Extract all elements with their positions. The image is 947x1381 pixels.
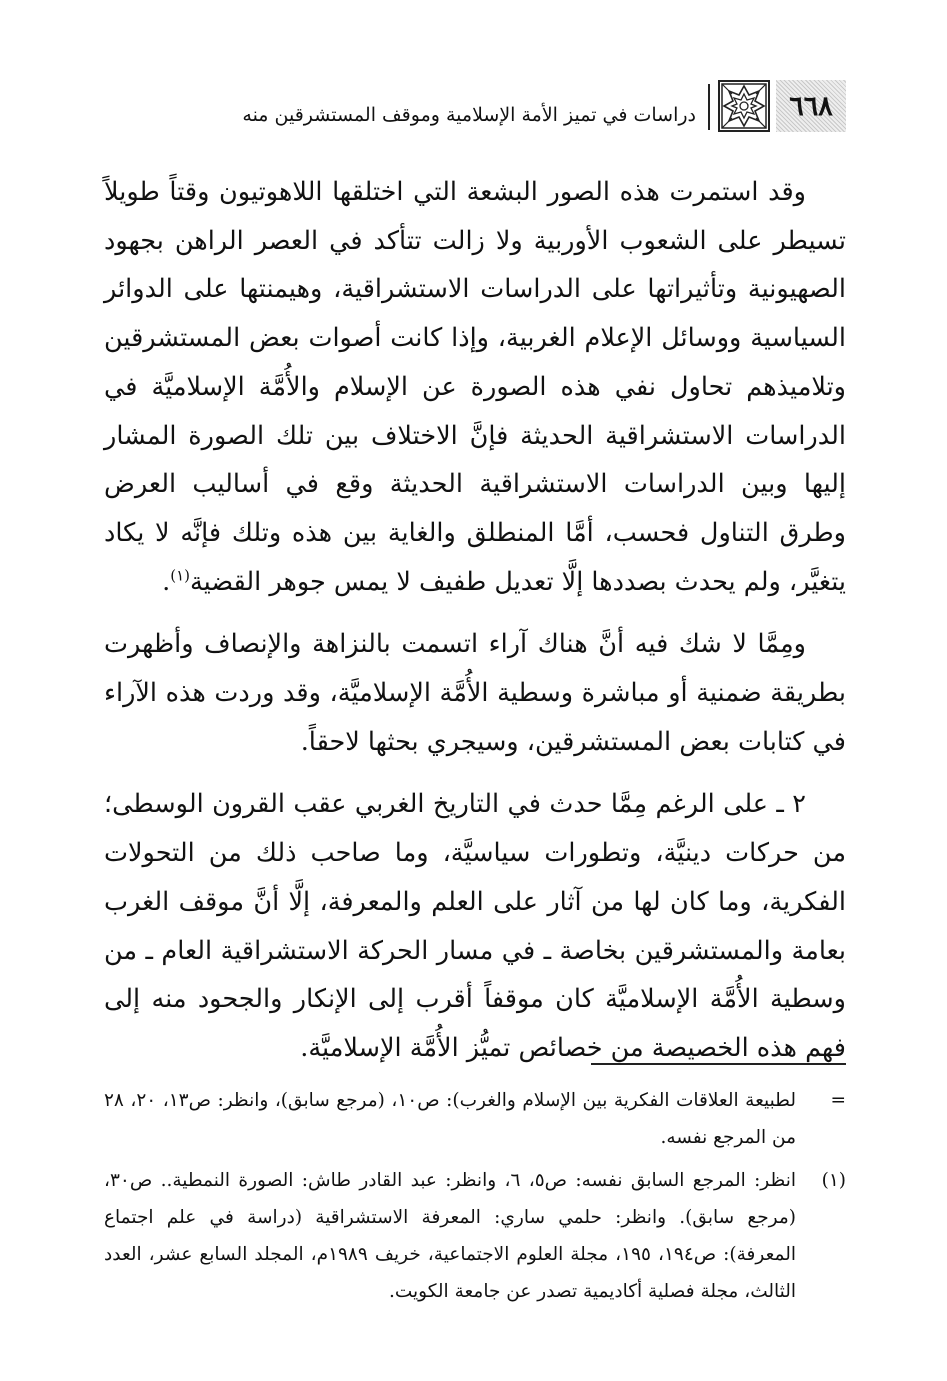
paragraph — [104, 620, 846, 766]
footnotes — [104, 1082, 846, 1316]
footnote-marker: (١) — [821, 1170, 846, 1191]
running-header — [104, 78, 846, 136]
footnote-marker: = — [830, 1090, 846, 1111]
paragraph — [104, 168, 846, 606]
footnote-reference: (١) — [170, 566, 190, 585]
running-title: دراسات في تميز الأمة الإسلامية وموقف المستشرقين منه — [242, 104, 696, 126]
footnote-text: لطبيعة العلاقات الفكرية بين الإسلام والغرب): ص١٠، (مرجع سابق)، وانظر: ص١٣، ٢٠، ٢٨ من المرجع نفسه. — [104, 1090, 796, 1148]
paragraph — [104, 780, 846, 1072]
geometric-ornament-icon — [718, 80, 770, 132]
paragraph-text: ومِمَّا لا شك فيه أنَّ هناك آراء اتسمت بالنزاهة والإنصاف وأظهرت بطريقة ضمنية أو مباشرة وسطية الأُمَّة الإسلاميَّة، وقد وردت هذه الآراء في كتابات بعض المستشرقين، وسيجري بحثها لاحقاً. — [104, 629, 846, 757]
paragraph-end: . — [162, 566, 171, 597]
footnote-separator — [591, 1063, 846, 1065]
main-text — [104, 168, 846, 1087]
footnote-text: انظر: المرجع السابق نفسه: ص٥، ٦، وانظر: عبد القادر طاش: الصورة النمطية.. ص٣٠، (مرجع سابق). وانظر: حلمي ساري: المعرفة الاستشراقية (دراسة في علم اجتماع المعرفة): ص١٩٤، ١٩٥، مجلة العلوم الاجتماعية، خريف ١٩٨٩م، المجلد السابع عشر، العدد الثالث، مجلة فصلية أكاديمية تصدر عن جامعة الكويت. — [104, 1170, 796, 1302]
footnote — [104, 1082, 846, 1156]
header-divider — [708, 84, 710, 130]
paragraph-text: وقد استمرت هذه الصور البشعة التي اختلقها اللاهوتيون وقتاً طويلاً تسيطر على الشعوب الأوربية ولا زالت تتأكد في العصر الراهن بجهود الصهيونية وتأثيراتها على الدراسات الاستشراقية، وهيمنتها على الدوائر السياسية ووسائل الإعلام الغربية، وإذا كانت أصوات بعض المستشرقين وتلاميذهم تحاول نفي هذه الصورة عن الإسلام والأُمَّة الإسلاميَّة في الدراسات الاستشراقية الحديثة فإنَّ الاختلاف بين تلك الصورة المشار إليها وبين الدراسات الاستشراقية الحديثة وقع في أساليب العرض وطرق التناول فحسب، أمَّا المنطلق والغاية بين هذه وتلك فإنَّه لا يكاد يتغيَّر، ولم يحدث بصددها إلَّا تعديل طفيف لا يمس جوهر القضية — [104, 177, 846, 597]
footnote — [104, 1162, 846, 1310]
paragraph-text: ٢ ـ على الرغم مِمَّا حدث في التاريخ الغربي عقب القرون الوسطى؛ من حركات دينيَّة، وتطورات سياسيَّة، وما صاحب ذلك من التحولات الفكرية، وما كان لها من آثار على العلم والمعرفة، إلَّا أنَّ موقف الغرب بعامة والمستشرقين بخاصة ـ في مسار الحركة الاستشراقية العام ـ من وسطية الأُمَّة الإسلاميَّة كان موقفاً أقرب إلى الإنكار والجحود منه إلى فهم هذه الخصيصة من خصائص تميُّز الأُمَّة الإسلاميَّة. — [104, 789, 846, 1063]
page-number: ٦٦٨ — [776, 80, 846, 132]
